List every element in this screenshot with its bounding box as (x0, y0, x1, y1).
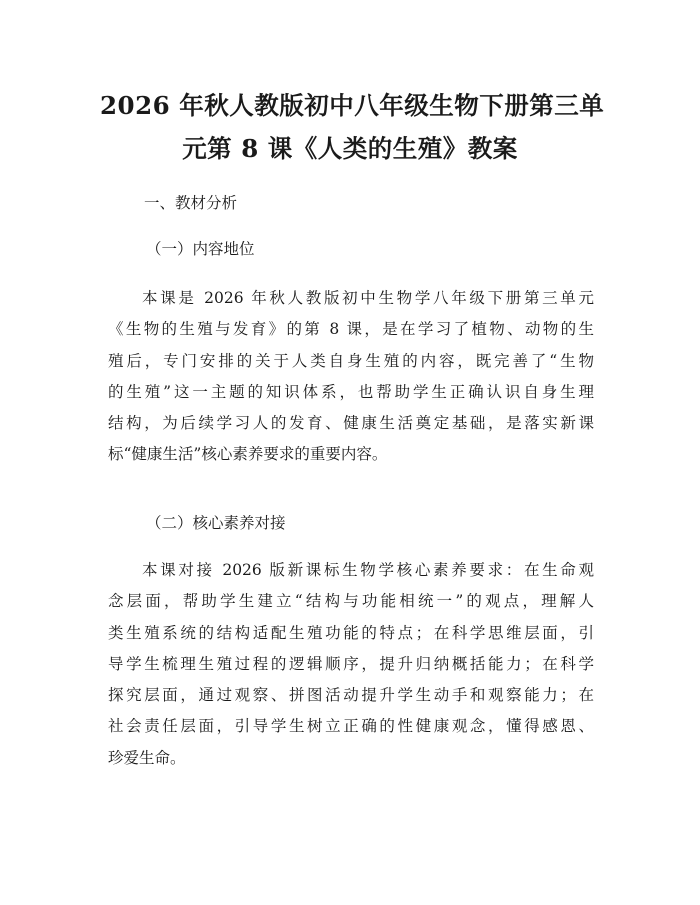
subsection-heading-content-position: （一）内容地位 (146, 240, 255, 258)
title-line-2: 元第 8 课《人类的生殖》教案 (182, 134, 518, 163)
paragraph-content-position (108, 283, 594, 471)
paragraph-line: 探究层面，通过观察、拼图活动提升学生动手和观察能力；在 (108, 686, 594, 705)
paragraph-line: 标“健康生活”核心素养要求的重要内容。 (108, 445, 388, 464)
document-title (100, 84, 605, 170)
paragraph-line: 珍爱生命。 (108, 748, 186, 767)
paragraph-line: 的生殖”这一主题的知识体系，也帮助学生正确认识自身生理 (108, 382, 594, 401)
subsection-heading-core-literacy: （二）核心素养对接 (146, 514, 286, 532)
paragraph-line: 社会责任层面，引导学生树立正确的性健康观念，懂得感恩、 (108, 717, 594, 736)
paragraph-line: 结构，为后续学习人的发育、健康生活奠定基础，是落实新课 (108, 414, 594, 433)
paragraph-line: 念层面，帮助学生建立“结构与功能相统一”的观点，理解人 (108, 592, 594, 611)
title-line-1: 2026 年秋人教版初中八年级生物下册第三单 (100, 91, 605, 120)
section-heading: 一、教材分析 (144, 194, 238, 212)
paragraph-line: 本课是 2026 年秋人教版初中生物学八年级下册第三单元 (142, 289, 594, 307)
paragraph-line: 《生物的生殖与发育》的第 8 课，是在学习了植物、动物的生 (108, 320, 594, 339)
paragraph-line: 本课对接 2026 版新课标生物学核心素养要求：在生命观 (142, 561, 594, 579)
paragraph-line: 类生殖系统的结构适配生殖功能的特点；在科学思维层面，引 (108, 623, 594, 642)
paragraph-line: 导学生梳理生殖过程的逻辑顺序，提升归纳概括能力；在科学 (108, 654, 594, 673)
paragraph-core-literacy (108, 555, 594, 774)
paragraph-line: 殖后，专门安排的关于人类自身生殖的内容，既完善了“生物 (108, 351, 594, 370)
